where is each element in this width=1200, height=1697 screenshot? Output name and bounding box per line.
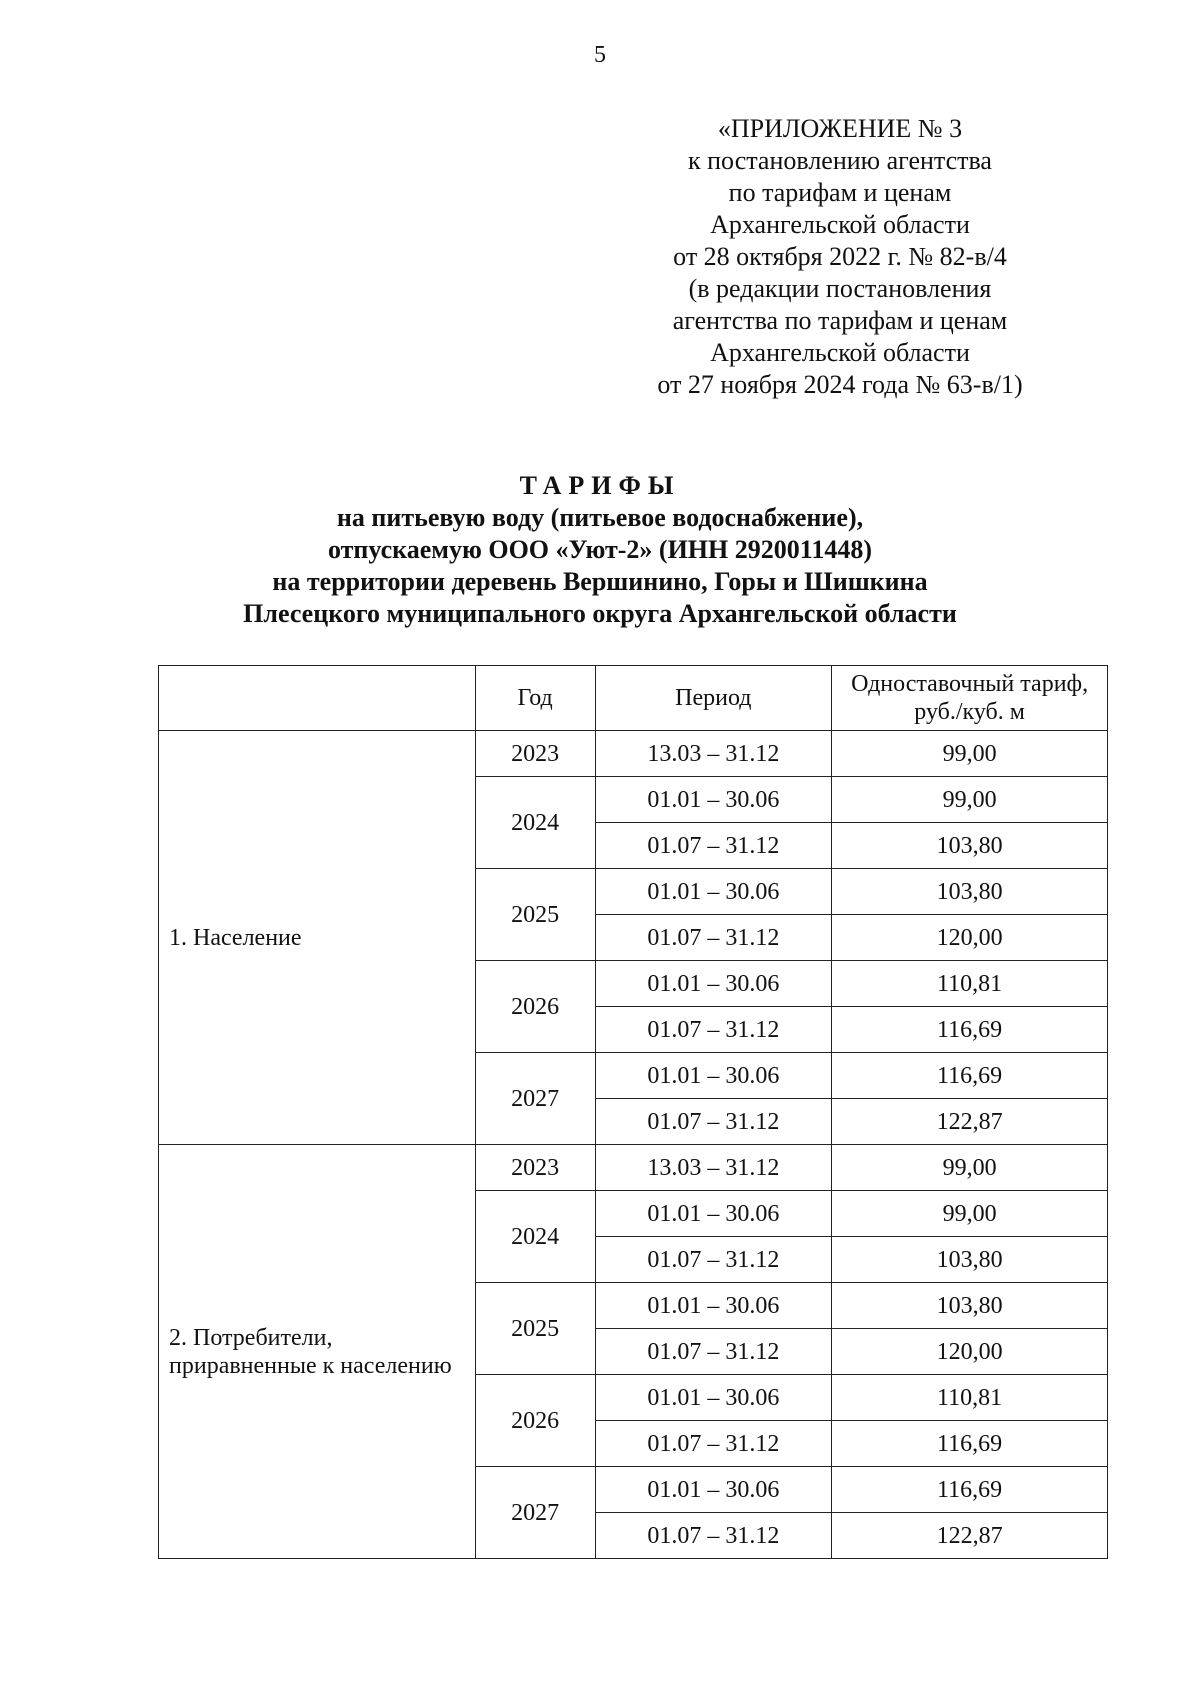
header-year: Год bbox=[475, 666, 595, 731]
tariff-cell: 103,80 bbox=[832, 1283, 1108, 1329]
title-line: Плесецкого муниципального округа Архангельской области bbox=[243, 599, 957, 628]
title-main: ТАРИФЫ bbox=[519, 471, 681, 500]
consumer-group-cell: 1. Население bbox=[159, 731, 476, 1145]
appendix-line: Архангельской области bbox=[710, 338, 970, 367]
year-cell: 2024 bbox=[475, 777, 595, 869]
tariff-cell: 116,69 bbox=[832, 1421, 1108, 1467]
period-cell: 01.01 – 30.06 bbox=[595, 1053, 832, 1099]
tariff-cell: 116,69 bbox=[832, 1053, 1108, 1099]
period-cell: 01.07 – 31.12 bbox=[595, 1329, 832, 1375]
title-line: на питьевую воду (питьевое водоснабжение), bbox=[336, 503, 864, 532]
period-cell: 01.07 – 31.12 bbox=[595, 915, 832, 961]
appendix-line: по тарифам и ценам bbox=[728, 178, 952, 207]
period-cell: 13.03 – 31.12 bbox=[595, 1145, 832, 1191]
appendix-header bbox=[600, 113, 1080, 401]
year-cell: 2026 bbox=[475, 961, 595, 1053]
appendix-line: от 28 октября 2022 г. № 82-в/4 bbox=[673, 242, 1007, 271]
year-cell: 2024 bbox=[475, 1191, 595, 1283]
period-cell: 01.07 – 31.12 bbox=[595, 1099, 832, 1145]
tariff-cell: 116,69 bbox=[832, 1467, 1108, 1513]
header-period: Период bbox=[595, 666, 832, 731]
period-cell: 01.07 – 31.12 bbox=[595, 1007, 832, 1053]
period-cell: 01.01 – 30.06 bbox=[595, 869, 832, 915]
period-cell: 01.01 – 30.06 bbox=[595, 1375, 832, 1421]
appendix-line: Архангельской области bbox=[710, 210, 970, 239]
period-cell: 01.01 – 30.06 bbox=[595, 1191, 832, 1237]
year-cell: 2027 bbox=[475, 1053, 595, 1145]
tariff-cell: 99,00 bbox=[832, 1191, 1108, 1237]
document-title bbox=[0, 470, 1200, 630]
table-header-row bbox=[159, 666, 1108, 731]
period-cell: 13.03 – 31.12 bbox=[595, 731, 832, 777]
consumer-group-cell: 2. Потребители, приравненные к населению bbox=[159, 1145, 476, 1559]
tariff-cell: 122,87 bbox=[832, 1099, 1108, 1145]
appendix-line: агентства по тарифам и ценам bbox=[672, 306, 1008, 335]
tariff-cell: 116,69 bbox=[832, 1007, 1108, 1053]
table-row bbox=[159, 731, 1108, 777]
tariff-cell: 99,00 bbox=[832, 1145, 1108, 1191]
year-cell: 2023 bbox=[475, 1145, 595, 1191]
tariff-cell: 122,87 bbox=[832, 1513, 1108, 1559]
appendix-line: к постановлению агентства bbox=[688, 146, 992, 175]
year-cell: 2025 bbox=[475, 869, 595, 961]
header-group bbox=[159, 666, 476, 731]
year-cell: 2025 bbox=[475, 1283, 595, 1375]
period-cell: 01.07 – 31.12 bbox=[595, 1421, 832, 1467]
period-cell: 01.01 – 30.06 bbox=[595, 777, 832, 823]
appendix-line: «ПРИЛОЖЕНИЕ № 3 bbox=[717, 114, 963, 143]
period-cell: 01.01 – 30.06 bbox=[595, 1283, 832, 1329]
table-row bbox=[159, 1145, 1108, 1191]
header-tariff: Одноставочный тариф, руб./куб. м bbox=[832, 666, 1108, 731]
tariff-cell: 103,80 bbox=[832, 869, 1108, 915]
page-number: 5 bbox=[594, 42, 606, 68]
year-cell: 2027 bbox=[475, 1467, 595, 1559]
year-cell: 2023 bbox=[475, 731, 595, 777]
period-cell: 01.07 – 31.12 bbox=[595, 823, 832, 869]
tariff-cell: 110,81 bbox=[832, 961, 1108, 1007]
period-cell: 01.07 – 31.12 bbox=[595, 1513, 832, 1559]
tariff-table bbox=[158, 665, 1108, 1559]
appendix-line: (в редакции постановления bbox=[688, 274, 992, 303]
tariff-cell: 99,00 bbox=[832, 731, 1108, 777]
appendix-line: от 27 ноября 2024 года № 63-в/1) bbox=[657, 370, 1023, 399]
tariff-cell: 110,81 bbox=[832, 1375, 1108, 1421]
title-line: отпускаемую ООО «Уют-2» (ИНН 2920011448) bbox=[328, 535, 872, 564]
tariff-cell: 103,80 bbox=[832, 823, 1108, 869]
tariff-cell: 120,00 bbox=[832, 1329, 1108, 1375]
tariff-cell: 99,00 bbox=[832, 777, 1108, 823]
period-cell: 01.07 – 31.12 bbox=[595, 1237, 832, 1283]
period-cell: 01.01 – 30.06 bbox=[595, 1467, 832, 1513]
tariff-cell: 120,00 bbox=[832, 915, 1108, 961]
tariff-table-body bbox=[159, 731, 1108, 1559]
tariff-cell: 103,80 bbox=[832, 1237, 1108, 1283]
period-cell: 01.01 – 30.06 bbox=[595, 961, 832, 1007]
year-cell: 2026 bbox=[475, 1375, 595, 1467]
title-line: на территории деревень Вершинино, Горы и Шишкина bbox=[272, 567, 928, 596]
